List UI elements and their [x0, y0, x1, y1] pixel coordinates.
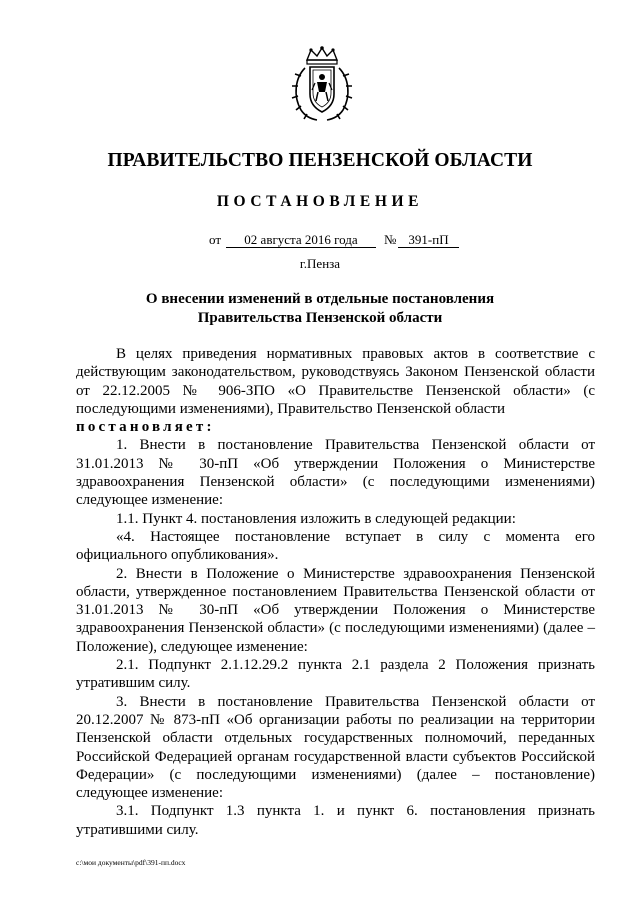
intro-paragraph: В целях приведения нормативных правовых актов в соответствие с действующим законодательством, руководствуясь Законом Пензенской области от 22.12.2005 № 906-ЗПО «О Правительстве Пензенской области» (с последующими изменениями), Правительство Пензенской области	[76, 346, 595, 417]
document-type: ПОСТАНОВЛЕНИЕ	[216, 193, 424, 210]
paragraph-1-1: 1.1. Пункт 4. постановления изложить в следующей редакции:	[116, 510, 516, 527]
decree-word: постановляет:	[76, 419, 215, 436]
number-label: №	[384, 232, 397, 247]
government-title: ПРАВИТЕЛЬСТВО ПЕНЗЕНСКОЙ ОБЛАСТИ	[107, 150, 533, 171]
coat-of-arms-icon	[291, 46, 353, 122]
paragraph-1: 1. Внести в постановление Правительства Пензенской области от 31.01.2013 № 30-пП «Об утверждении Положения о Министерстве здравоохранения Пензенской области» (с последующими изменениями) следующее изменение:	[76, 437, 595, 509]
subject-line-1: О внесении изменений в отдельные постановления	[145, 291, 495, 307]
paragraph-3-1: 3.1. Подпункт 1.3 пункта 1. и пункт 6. постановления признать утратившими силу.	[76, 803, 595, 838]
paragraph-2-1: 2.1. Подпункт 2.1.12.29.2 пункта 2.1 раздела 2 Положения признать утратившим силу.	[76, 657, 595, 692]
subject-line-2: Правительства Пензенской области	[197, 310, 443, 326]
document-body	[76, 345, 595, 839]
document-date: 02 августа 2016 года	[226, 232, 376, 248]
document-subject	[0, 290, 640, 328]
paragraph-3: 3. Внести в постановление Правительства Пензенской области от 20.12.2007 № 873-пП «Об организации работы по реализации на территории Пензенской области отдельных государственных полномочий, переданных Российской Федерацией органам государственной власти субъектов Российской Федерации» (с последующими изменениями) (далее – постановление) следующее изменение:	[76, 693, 595, 802]
file-path-footer: c:\мои документы\pdf\391-пп.docx	[76, 858, 186, 867]
document-number: 391-пП	[398, 232, 459, 248]
paragraph-2: 2. Внести в Положение о Министерстве здравоохранения Пензенской области, утвержденное постановлением Правительства Пензенской области от 31.01.2013 № 30-пП «Об утверждении Положения о Министерстве здравоохранения Пензенской области» (с последующими изменениями) (далее – Положение), следующее изменение:	[76, 565, 595, 655]
from-label: от	[209, 232, 222, 247]
date-number-line	[0, 232, 640, 250]
paragraph-1-quote: «4. Настоящее постановление вступает в силу с момента его официального опубликования».	[76, 528, 595, 564]
decree-word-paragraph	[76, 418, 595, 436]
city: г.Пенза	[299, 256, 341, 271]
